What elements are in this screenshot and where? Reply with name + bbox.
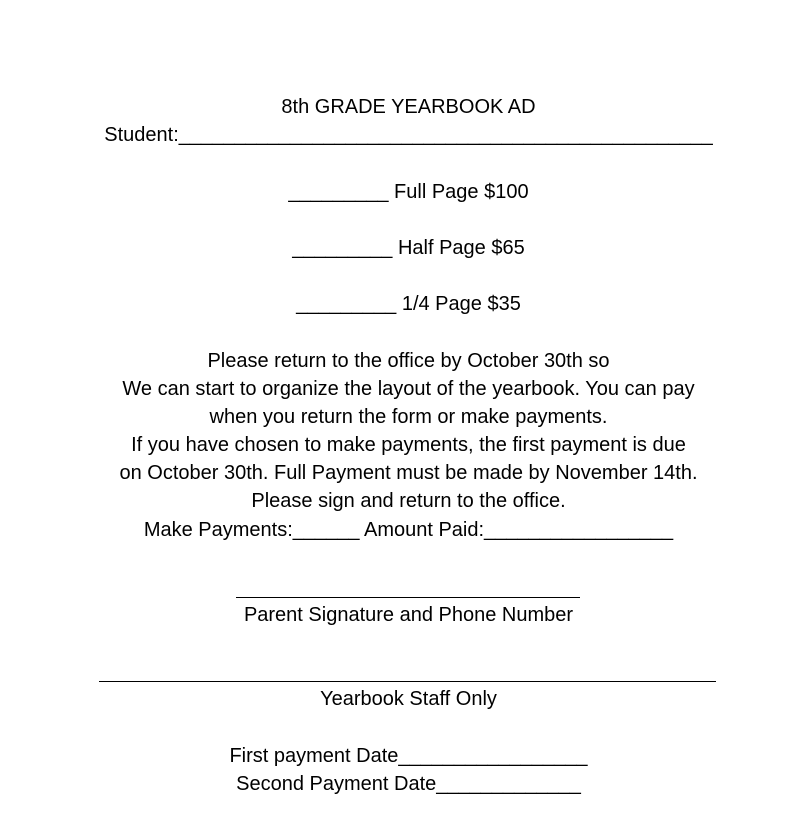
option-half-page: _________ Half Page $65 — [292, 237, 525, 259]
staff-section-title: Yearbook Staff Only — [320, 688, 497, 710]
signature-rule — [236, 597, 580, 598]
student-name-line: Student:________________________________________________ — [104, 124, 713, 146]
instruction-line: Please sign and return to the office. — [251, 490, 566, 512]
option-quarter-page: _________ 1/4 Page $35 — [296, 293, 521, 315]
instruction-line: Please return to the office by October 30th so — [207, 350, 610, 372]
first-payment-date-line: First payment Date_________________ — [229, 745, 588, 767]
instruction-line: We can start to organize the layout of the yearbook. You can pay — [122, 378, 695, 400]
second-payment-date-line: Second Payment Date_____________ — [236, 773, 581, 795]
instruction-line: on October 30th. Full Payment must be made by November 14th. — [119, 462, 698, 484]
staff-divider-rule — [99, 681, 716, 682]
payments-line: Make Payments:______ Amount Paid:_________________ — [143, 519, 674, 541]
option-full-page: _________ Full Page $100 — [288, 181, 529, 203]
instruction-line: If you have chosen to make payments, the first payment is due — [131, 434, 686, 456]
form-title: 8th GRADE YEARBOOK AD — [281, 96, 536, 118]
signature-label: Parent Signature and Phone Number — [243, 604, 574, 626]
instruction-line: when you return the form or make payments. — [209, 406, 608, 428]
